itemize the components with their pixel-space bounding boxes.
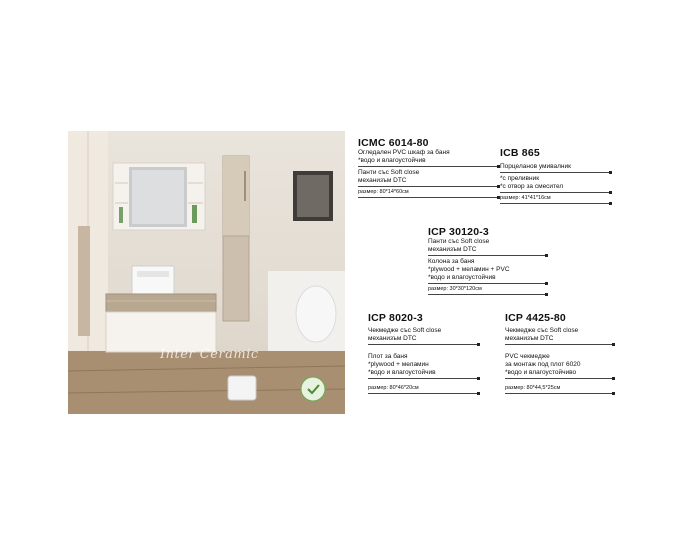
- spec-block-icp4425: [505, 314, 613, 396]
- spec-line: Чекмедже със Soft close: [505, 327, 579, 334]
- spec-line: *водо и влагоустойчив: [358, 157, 426, 164]
- divider: [505, 344, 613, 345]
- divider: [505, 378, 613, 379]
- spec-size: размер: 80*46*20см: [368, 385, 419, 391]
- spec-line: Колона за баня: [428, 258, 475, 265]
- divider: [500, 172, 610, 173]
- divider: [505, 393, 613, 394]
- spec-line: *с отвор за смесител: [500, 183, 564, 190]
- spec-code: ICP 30120-3: [428, 226, 489, 238]
- spec-block-icmc: [358, 139, 498, 200]
- divider: [428, 255, 546, 256]
- spec-line: механизъм DTC: [368, 335, 417, 342]
- spec-size: размер: 41*41*16см: [500, 195, 551, 201]
- spec-line: PVC чекмедже: [505, 353, 550, 360]
- spec-line: Чекмедже със Soft close: [368, 327, 442, 334]
- spec-line: механизъм DTC: [505, 335, 554, 342]
- spec-code: ICP 8020-3: [368, 312, 423, 324]
- spec-line: *водо и влагоустойчиво: [505, 369, 577, 376]
- spec-line: *водо и влагоустойчив: [368, 369, 436, 376]
- spec-line: *с преливник: [500, 175, 540, 182]
- divider: [368, 378, 478, 379]
- divider: [358, 186, 498, 187]
- divider: [358, 166, 498, 167]
- spec-size: размер: 80*44,5*25см: [505, 385, 561, 391]
- bathroom-scene: [68, 131, 345, 414]
- divider: [500, 203, 610, 204]
- spec-line: механизъм DTC: [358, 177, 407, 184]
- spec-size: размер: 80*14*60см: [358, 189, 409, 195]
- spec-code: ICMC 6014-80: [358, 137, 429, 149]
- spec-line: механизъм DTC: [428, 246, 477, 253]
- spec-line: *водо и влагоустойчив: [428, 274, 496, 281]
- spec-code: ICB 865: [500, 147, 540, 159]
- spec-code: ICP 4425-80: [505, 312, 566, 324]
- spec-line: Порцеланов умивалник: [500, 163, 571, 170]
- spec-line: Огледален PVC шкаф за баня: [358, 149, 450, 156]
- spec-line: *plywood + меламин + PVC: [428, 266, 510, 273]
- divider: [500, 192, 610, 193]
- spec-line: Панти със Soft close: [428, 238, 490, 245]
- spec-line: Панти със Soft close: [358, 169, 420, 176]
- divider: [368, 344, 478, 345]
- spec-size: размер: 30*30*120см: [428, 286, 482, 292]
- divider: [428, 283, 546, 284]
- divider: [368, 393, 478, 394]
- spec-block-icb: [500, 149, 610, 206]
- watermark-text: Inter Ceramic: [160, 347, 259, 362]
- spec-line: *plywood + меламин: [368, 361, 429, 368]
- spec-line: за монтаж под плот 6020: [505, 361, 581, 368]
- spec-block-icp8020: [368, 314, 478, 396]
- spec-line: Плот за баня: [368, 353, 408, 360]
- divider: [358, 197, 498, 198]
- spec-block-icp30120: [428, 228, 546, 297]
- divider: [428, 294, 546, 295]
- product-photo: [68, 131, 345, 414]
